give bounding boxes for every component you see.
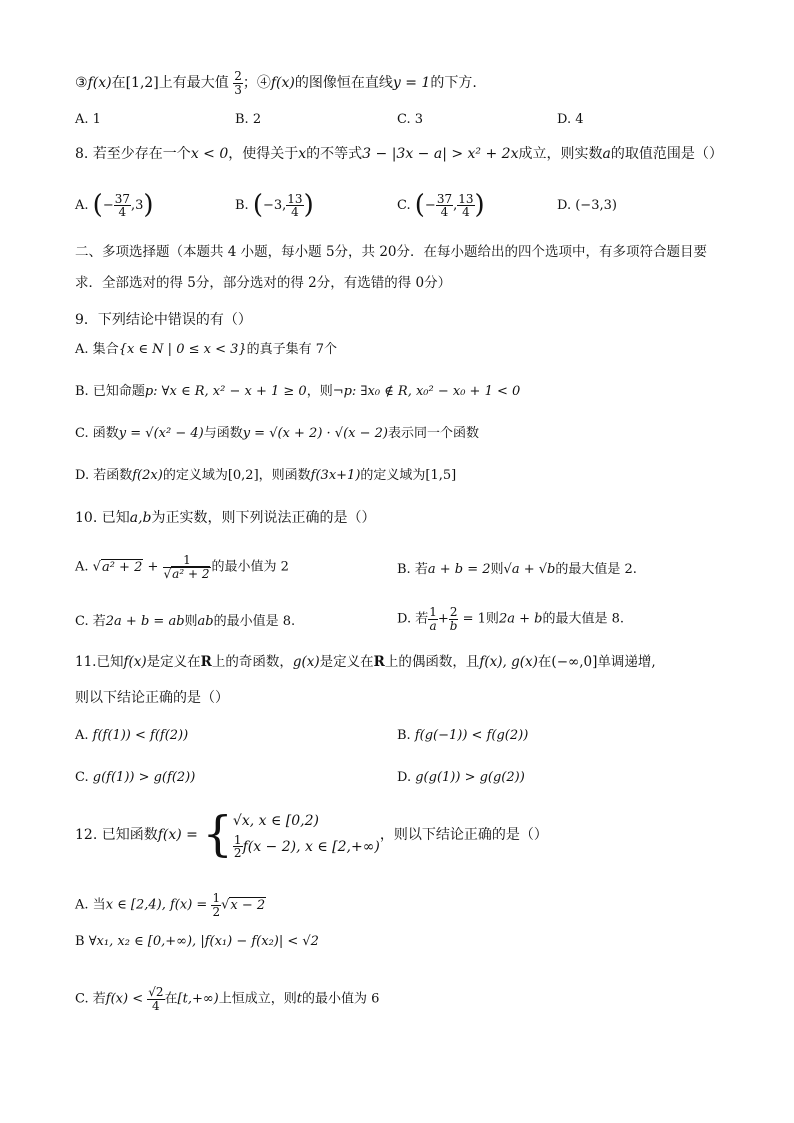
q11-option-a: A. f(f(1)) < f(f(2)) <box>75 728 189 743</box>
q11-stem-line1: 11.已知f(x)是定义在R上的奇函数，g(x)是定义在R上的偶函数，且f(x), g(x)在(−∞,0]单调递增, <box>75 654 656 670</box>
piecewise-definition: √x, x ∈ [0,2) $\frac{1}{2}$ f(x − 2), x ∈ [2,+∞) <box>232 812 380 861</box>
q11-option-b: B. f(g(−1)) < f(g(2)) <box>397 728 529 743</box>
q8-option-b: B. (−3, $\frac{13}{4}$ ) <box>235 190 314 220</box>
q7-option-c: C. 3 <box>397 112 424 127</box>
q9-option-c: C. 函数y = √(x² − 4)与函数y = √(x + 2) · √(x − 2)表示同一个函数 <box>75 426 479 441</box>
fraction-2-3: $\frac{2}{3}$ <box>234 69 242 97</box>
section2-heading-line2: 求．全部选对的得 5分，部分选对的得 2分，有选错的得 0分） <box>75 275 452 291</box>
q11-stem-line2: 则以下结论正确的是（） <box>75 690 229 706</box>
q7-option-d: D. 4 <box>557 112 584 127</box>
q10-stem: 10. 已知a,b为正实数，则下列说法正确的是（） <box>75 510 376 526</box>
q7-option-a: A. 1 <box>75 112 101 127</box>
q9-option-b: B. 已知命题p: ∀x ∈ R, x² − x + 1 ≥ 0，则¬p: ∃x₀ ∉ R, x₀² − x₀ + 1 < 0 <box>75 384 521 399</box>
q8-option-d: D. (−3,3) <box>557 198 617 213</box>
q11-option-c: C. g(f(1)) > g(f(2)) <box>75 770 196 785</box>
q11-option-d: D. g(g(1)) > g(g(2)) <box>397 770 525 785</box>
q10-option-b: B. 若a + b = 2则√a + √b的最大值是 2. <box>397 562 637 577</box>
q7-option-b: B. 2 <box>235 112 262 127</box>
q10-option-a: A. √a² + 2 + $\frac{1}{\text{√a² + 2}}$ 的最小值为 2 <box>75 553 289 581</box>
q7-item3-line: ③f(x)在[1,2]上有最大值 $\frac{2}{3}$ ；④f(x)的图像恒在直线y = 1的下方. <box>75 69 477 97</box>
q12-option-a: A. 当x ∈ [2,4), f(x) = $\frac{1}{2}$ √x − 2 <box>75 891 266 919</box>
q8-stem: 8. 若至少存在一个x < 0，使得关于x的不等式3 − |3x − a| > x² + 2x成立，则实数a的取值范围是（） <box>75 146 723 162</box>
q12-option-b: B ∀x₁, x₂ ∈ [0,+∞), |f(x₁) − f(x₂)| < √2 <box>75 934 319 949</box>
q10-option-d: D. 若 $\frac{1}{a}$ + $\frac{2}{b}$ = 1则2a + b的最大值是 8. <box>397 605 624 633</box>
q12-stem: 12. 已知函数f(x) = { √x, x ∈ [0,2) $\frac{1}{2}$ f(x − 2), x ∈ [2,+∞) ，则以下结论正确的是（） <box>75 806 548 862</box>
section2-heading-line1: 二、多项选择题（本题共 4 小题，每小题 5分，共 20分．在每小题给出的四个选项中，有多项符合题目要 <box>75 244 708 260</box>
q9-stem: 9．下列结论中错误的有（） <box>75 312 252 328</box>
q8-option-a: A. (− $\frac{37}{4}$ ,3) <box>75 190 154 220</box>
q9-option-d: D. 若函数f(2x)的定义域为[0,2]，则函数f(3x+1)的定义域为[1,5] <box>75 468 457 483</box>
q9-option-a: A. 集合{x ∈ N | 0 ≤ x < 3}的真子集有 7个 <box>75 342 338 357</box>
q10-option-c: C. 若2a + b = ab则ab的最小值是 8. <box>75 614 296 629</box>
q12-option-c: C. 若f(x) < $\frac{√2}{4}$ 在[t,+∞)上恒成立，则t的最小值为 6 <box>75 985 380 1013</box>
q8-option-c: C. (− $\frac{37}{4}$ , $\frac{13}{4}$ ) <box>397 190 485 220</box>
